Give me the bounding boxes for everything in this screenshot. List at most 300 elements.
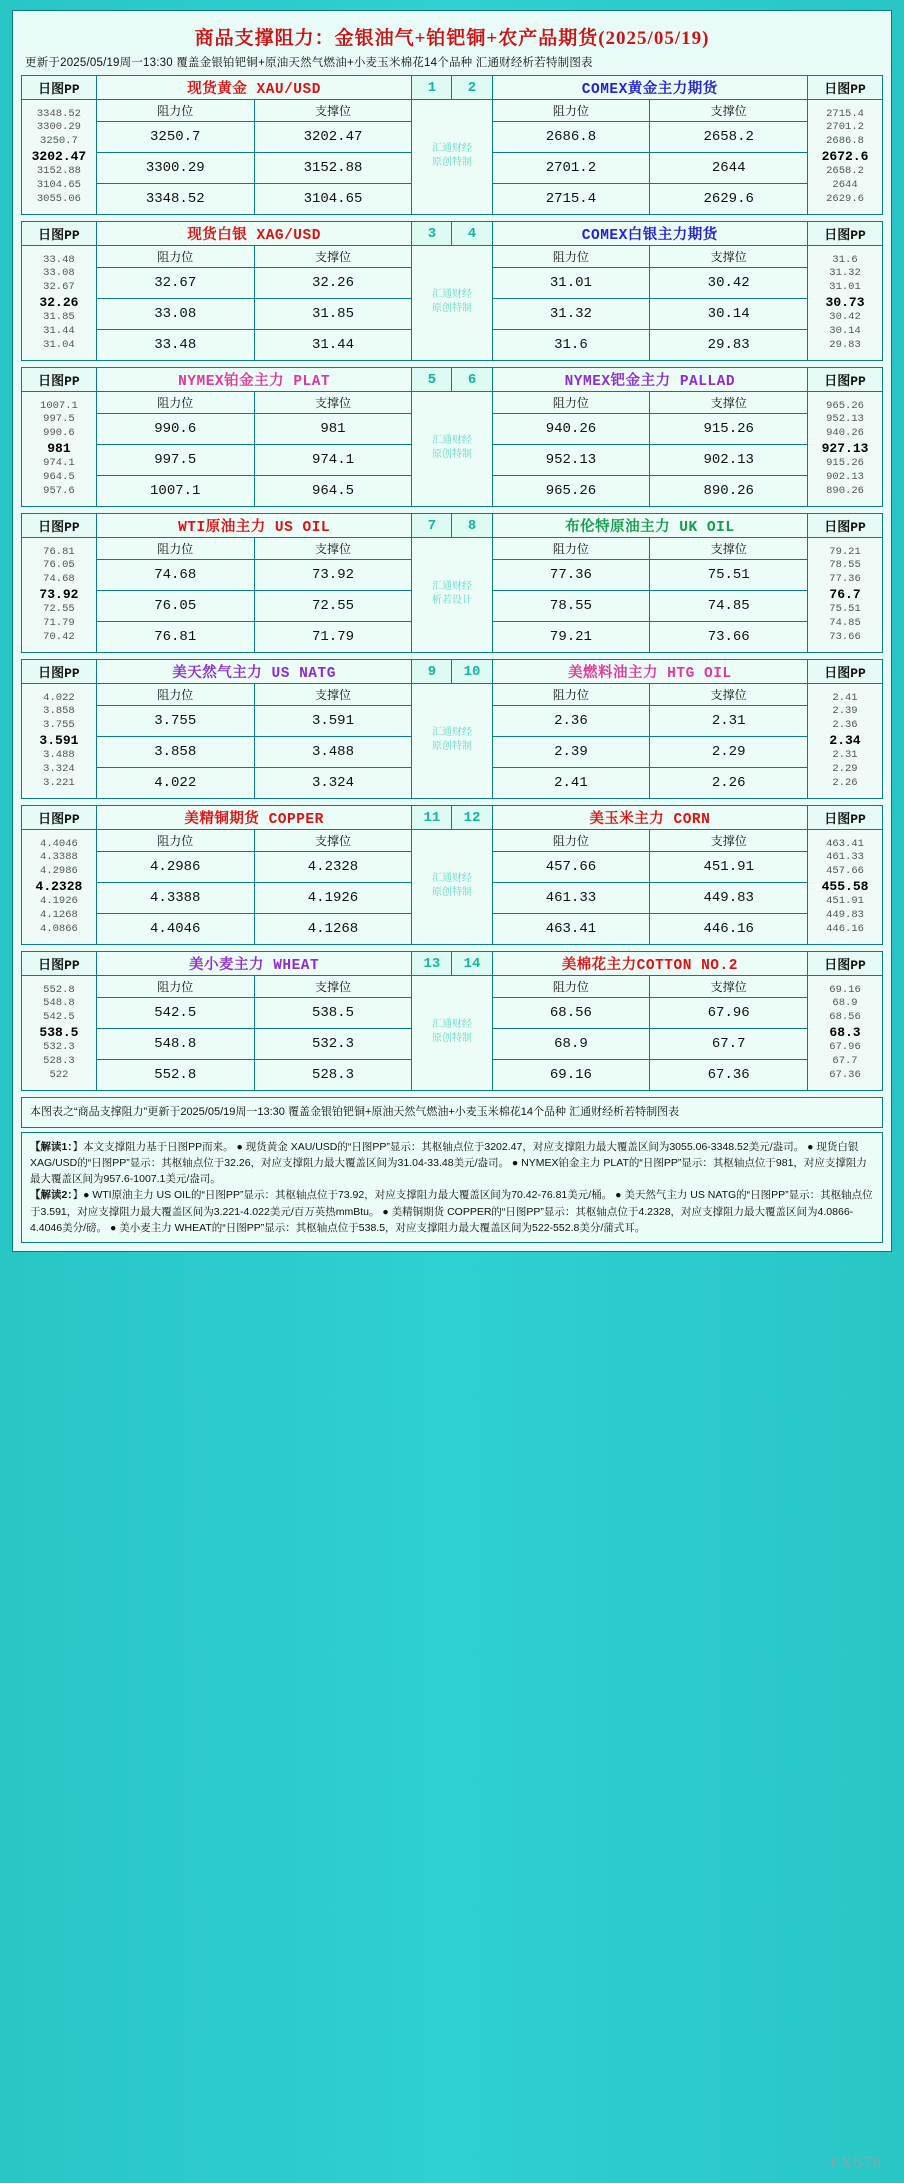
block-header-row bbox=[22, 660, 883, 684]
watermark-line-2: 原创特制 bbox=[431, 450, 472, 461]
support-value-left: 3.591 bbox=[254, 706, 412, 737]
support-value-right: 30.42 bbox=[650, 268, 808, 299]
support-label-right: 支撑位 bbox=[650, 976, 808, 998]
resistance-value-left: 4.022 bbox=[96, 768, 254, 799]
levels-column bbox=[808, 100, 883, 215]
block-subheader-row bbox=[22, 100, 883, 122]
level-value: 455.58 bbox=[821, 878, 869, 894]
level-value: 990.6 bbox=[43, 426, 75, 439]
level-value: 67.7 bbox=[832, 1055, 858, 1068]
level-value: 73.66 bbox=[829, 630, 861, 643]
pp-label-right: 日图PP bbox=[808, 76, 883, 100]
resistance-value-right: 965.26 bbox=[492, 476, 650, 507]
support-label-right: 支撑位 bbox=[650, 538, 808, 560]
pp-label-left: 日图PP bbox=[22, 76, 97, 100]
level-value: 32.67 bbox=[43, 280, 75, 293]
level-value: 3348.52 bbox=[36, 107, 81, 120]
support-value-right: 449.83 bbox=[650, 883, 808, 914]
support-value-left: 532.3 bbox=[254, 1029, 412, 1060]
watermark-line-2: 原创特制 bbox=[431, 158, 472, 169]
instrument-index-left: 11 bbox=[412, 806, 452, 830]
level-value: 31.44 bbox=[43, 325, 75, 338]
level-value: 2658.2 bbox=[826, 165, 864, 178]
support-value-right: 2644 bbox=[650, 153, 808, 184]
legend-2-title: 【解读2： bbox=[30, 1189, 73, 1202]
level-value: 461.33 bbox=[826, 851, 864, 864]
support-value-left: 974.1 bbox=[254, 445, 412, 476]
support-value-left: 73.92 bbox=[254, 560, 412, 591]
resistance-label-right: 阻力位 bbox=[492, 684, 650, 706]
legend-2-text: 】● WTI原油主力 US OIL的“日图PP”显示：其枢轴点位于73.92，对应支撑阻力最大覆盖区间为70.42-76.81美元/桶。 ● 美天然气主力 US NATG的“日图PP”显示：其枢轴点位于3.591，对应支撑阻力最大覆盖区间为3.221-4.022美元/百万英热mmBtu。 ● 美精铜期货 COPPER的“日图PP”显示：其枢轴点位于4.2328，对应支撑阻力最大覆盖区间为4.0866-4.4046美分/磅。 ● 美小麦主力 WHEAT的“日图PP”显示：其枢轴点位于538.5，对应支撑阻力最大覆盖区间为522-552.8美分/蒲式耳。 bbox=[30, 1189, 873, 1234]
level-value: 552.8 bbox=[43, 983, 75, 996]
level-value: 2629.6 bbox=[826, 192, 864, 205]
support-value-right: 30.14 bbox=[650, 299, 808, 330]
instrument-name-left: 美天然气主力 US NATG bbox=[96, 660, 412, 684]
block-header-row bbox=[22, 368, 883, 392]
level-value: 2686.8 bbox=[826, 134, 864, 147]
support-value-left: 31.44 bbox=[254, 330, 412, 361]
instrument-block bbox=[21, 805, 883, 945]
support-value-right: 2.26 bbox=[650, 768, 808, 799]
block-subheader-row bbox=[22, 246, 883, 268]
level-value: 31.04 bbox=[43, 338, 75, 351]
instrument-index-right: 10 bbox=[452, 660, 492, 684]
resistance-value-left: 3.858 bbox=[96, 737, 254, 768]
level-value: 2.34 bbox=[829, 732, 861, 748]
level-value: 997.5 bbox=[43, 413, 75, 426]
support-value-left: 3.324 bbox=[254, 768, 412, 799]
support-value-left: 31.85 bbox=[254, 299, 412, 330]
instrument-name-left: 现货黄金 XAU/USD bbox=[96, 76, 412, 100]
support-value-right: 29.83 bbox=[650, 330, 808, 361]
level-value: 3.324 bbox=[43, 763, 75, 776]
legend-paragraph-2 bbox=[30, 1187, 874, 1236]
support-label-left: 支撑位 bbox=[254, 246, 412, 268]
level-value: 2672.6 bbox=[821, 148, 869, 164]
instrument-name-left: 现货白银 XAG/USD bbox=[96, 222, 412, 246]
support-value-right: 73.66 bbox=[650, 622, 808, 653]
resistance-value-right: 463.41 bbox=[492, 914, 650, 945]
level-value: 30.14 bbox=[829, 325, 861, 338]
support-value-right: 902.13 bbox=[650, 445, 808, 476]
levels-column bbox=[22, 976, 97, 1091]
instrument-index-left: 3 bbox=[412, 222, 452, 246]
support-value-left: 528.3 bbox=[254, 1060, 412, 1091]
level-value: 73.92 bbox=[39, 586, 79, 602]
level-value: 449.83 bbox=[826, 909, 864, 922]
blocks-container bbox=[21, 75, 883, 1091]
resistance-value-right: 77.36 bbox=[492, 560, 650, 591]
level-value: 965.26 bbox=[826, 399, 864, 412]
support-label-left: 支撑位 bbox=[254, 392, 412, 414]
watermark-line-2: 原创特制 bbox=[431, 304, 472, 315]
watermark-line-2: 原创特制 bbox=[431, 888, 472, 899]
report-sheet bbox=[12, 10, 892, 1252]
block-subheader-row bbox=[22, 830, 883, 852]
level-value: 74.68 bbox=[43, 572, 75, 585]
level-value: 71.79 bbox=[43, 617, 75, 630]
levels-column bbox=[808, 684, 883, 799]
level-value: 75.51 bbox=[829, 603, 861, 616]
resistance-value-right: 68.56 bbox=[492, 998, 650, 1029]
level-value: 76.05 bbox=[43, 559, 75, 572]
resistance-label-left: 阻力位 bbox=[96, 830, 254, 852]
instrument-index-left: 5 bbox=[412, 368, 452, 392]
level-value: 32.26 bbox=[39, 294, 79, 310]
support-label-right: 支撑位 bbox=[650, 830, 808, 852]
resistance-value-right: 2686.8 bbox=[492, 122, 650, 153]
support-label-left: 支撑位 bbox=[254, 684, 412, 706]
resistance-value-left: 32.67 bbox=[96, 268, 254, 299]
instrument-index-right: 12 bbox=[452, 806, 492, 830]
block-subheader-row bbox=[22, 392, 883, 414]
resistance-value-left: 3250.7 bbox=[96, 122, 254, 153]
level-value: 31.85 bbox=[43, 311, 75, 324]
level-value: 31.6 bbox=[832, 253, 858, 266]
instrument-name-right: COMEX黄金主力期货 bbox=[492, 76, 808, 100]
pp-label-left: 日图PP bbox=[22, 952, 97, 976]
watermark-center bbox=[412, 538, 492, 653]
resistance-label-left: 阻力位 bbox=[96, 392, 254, 414]
resistance-label-right: 阻力位 bbox=[492, 538, 650, 560]
support-value-right: 67.96 bbox=[650, 998, 808, 1029]
level-value: 3055.06 bbox=[36, 192, 81, 205]
support-value-left: 3152.88 bbox=[254, 153, 412, 184]
support-value-left: 72.55 bbox=[254, 591, 412, 622]
levels-column bbox=[22, 830, 97, 945]
support-label-left: 支撑位 bbox=[254, 100, 412, 122]
support-label-left: 支撑位 bbox=[254, 538, 412, 560]
level-value: 528.3 bbox=[43, 1055, 75, 1068]
resistance-label-right: 阻力位 bbox=[492, 830, 650, 852]
resistance-value-left: 990.6 bbox=[96, 414, 254, 445]
watermark-line-1: 汇通财经 bbox=[431, 290, 472, 301]
resistance-value-left: 997.5 bbox=[96, 445, 254, 476]
level-value: 915.26 bbox=[826, 457, 864, 470]
level-value: 927.13 bbox=[821, 440, 869, 456]
resistance-value-left: 548.8 bbox=[96, 1029, 254, 1060]
resistance-value-right: 461.33 bbox=[492, 883, 650, 914]
watermark-line-1: 汇通财经 bbox=[431, 144, 472, 155]
level-value: 78.55 bbox=[829, 559, 861, 572]
resistance-value-right: 2.39 bbox=[492, 737, 650, 768]
support-value-right: 67.7 bbox=[650, 1029, 808, 1060]
resistance-label-left: 阻力位 bbox=[96, 976, 254, 998]
resistance-value-left: 3348.52 bbox=[96, 184, 254, 215]
support-label-right: 支撑位 bbox=[650, 684, 808, 706]
level-value: 957.6 bbox=[43, 484, 75, 497]
resistance-label-left: 阻力位 bbox=[96, 100, 254, 122]
block-subheader-row bbox=[22, 538, 883, 560]
level-value: 2701.2 bbox=[826, 121, 864, 134]
levels-column bbox=[22, 392, 97, 507]
level-value: 68.3 bbox=[829, 1024, 861, 1040]
support-value-right: 451.91 bbox=[650, 852, 808, 883]
instrument-name-left: WTI原油主力 US OIL bbox=[96, 514, 412, 538]
level-value: 463.41 bbox=[826, 837, 864, 850]
support-value-left: 3.488 bbox=[254, 737, 412, 768]
level-value: 2.31 bbox=[832, 749, 858, 762]
resistance-label-right: 阻力位 bbox=[492, 976, 650, 998]
level-value: 68.56 bbox=[829, 1010, 861, 1023]
support-label-left: 支撑位 bbox=[254, 976, 412, 998]
resistance-value-left: 4.4046 bbox=[96, 914, 254, 945]
instrument-index-right: 14 bbox=[452, 952, 492, 976]
level-value: 2.39 bbox=[832, 705, 858, 718]
support-value-right: 446.16 bbox=[650, 914, 808, 945]
pp-label-left: 日图PP bbox=[22, 222, 97, 246]
level-value: 3.221 bbox=[43, 776, 75, 789]
level-value: 451.91 bbox=[826, 895, 864, 908]
level-value: 3.488 bbox=[43, 749, 75, 762]
watermark-center bbox=[412, 246, 492, 361]
instrument-block bbox=[21, 659, 883, 799]
support-value-left: 4.2328 bbox=[254, 852, 412, 883]
support-value-left: 3104.65 bbox=[254, 184, 412, 215]
instrument-block bbox=[21, 367, 883, 507]
resistance-value-right: 2.41 bbox=[492, 768, 650, 799]
level-value: 4.0866 bbox=[40, 922, 78, 935]
level-value: 532.3 bbox=[43, 1041, 75, 1054]
support-value-left: 3202.47 bbox=[254, 122, 412, 153]
block-header-row bbox=[22, 222, 883, 246]
instrument-index-left: 7 bbox=[412, 514, 452, 538]
resistance-label-left: 阻力位 bbox=[96, 684, 254, 706]
block-header-row bbox=[22, 76, 883, 100]
level-value: 3152.88 bbox=[36, 165, 81, 178]
level-value: 4.1268 bbox=[40, 909, 78, 922]
levels-column bbox=[808, 392, 883, 507]
resistance-value-left: 3300.29 bbox=[96, 153, 254, 184]
level-value: 31.01 bbox=[829, 280, 861, 293]
watermark-line-1: 汇通财经 bbox=[431, 582, 472, 593]
block-header-row bbox=[22, 514, 883, 538]
level-value: 3202.47 bbox=[31, 148, 87, 164]
pp-label-left: 日图PP bbox=[22, 660, 97, 684]
level-value: 4.3388 bbox=[40, 851, 78, 864]
watermark-line-1: 汇通财经 bbox=[431, 728, 472, 739]
support-value-right: 67.36 bbox=[650, 1060, 808, 1091]
level-value: 33.08 bbox=[43, 267, 75, 280]
support-value-left: 71.79 bbox=[254, 622, 412, 653]
resistance-label-right: 阻力位 bbox=[492, 100, 650, 122]
watermark-line-1: 汇通财经 bbox=[431, 1020, 472, 1031]
level-value: 4.2986 bbox=[40, 864, 78, 877]
instrument-index-left: 13 bbox=[412, 952, 452, 976]
level-value: 67.96 bbox=[829, 1041, 861, 1054]
block-subheader-row bbox=[22, 684, 883, 706]
level-value: 952.13 bbox=[826, 413, 864, 426]
resistance-label-left: 阻力位 bbox=[96, 246, 254, 268]
levels-column bbox=[22, 684, 97, 799]
level-value: 67.36 bbox=[829, 1068, 861, 1081]
instrument-block bbox=[21, 221, 883, 361]
levels-column bbox=[22, 538, 97, 653]
support-value-left: 4.1926 bbox=[254, 883, 412, 914]
watermark-center bbox=[412, 684, 492, 799]
brand-watermark: FX678 bbox=[829, 2153, 882, 2172]
level-value: 3250.7 bbox=[40, 134, 78, 147]
level-value: 69.16 bbox=[829, 983, 861, 996]
resistance-value-right: 69.16 bbox=[492, 1060, 650, 1091]
support-label-left: 支撑位 bbox=[254, 830, 412, 852]
level-value: 981 bbox=[47, 440, 71, 456]
instrument-index-right: 8 bbox=[452, 514, 492, 538]
level-value: 542.5 bbox=[43, 1010, 75, 1023]
level-value: 74.85 bbox=[829, 617, 861, 630]
watermark-center bbox=[412, 392, 492, 507]
level-value: 964.5 bbox=[43, 471, 75, 484]
resistance-value-left: 4.2986 bbox=[96, 852, 254, 883]
instrument-name-right: 美燃料油主力 HTG OIL bbox=[492, 660, 808, 684]
level-value: 4.1926 bbox=[40, 895, 78, 908]
level-value: 522 bbox=[49, 1068, 69, 1081]
levels-column bbox=[22, 246, 97, 361]
level-value: 1007.1 bbox=[40, 399, 78, 412]
support-value-right: 890.26 bbox=[650, 476, 808, 507]
resistance-value-right: 2701.2 bbox=[492, 153, 650, 184]
resistance-value-left: 76.81 bbox=[96, 622, 254, 653]
level-value: 2.29 bbox=[832, 763, 858, 776]
watermark-line-1: 汇通财经 bbox=[431, 436, 472, 447]
level-value: 70.42 bbox=[43, 630, 75, 643]
resistance-label-right: 阻力位 bbox=[492, 392, 650, 414]
resistance-value-right: 78.55 bbox=[492, 591, 650, 622]
support-value-left: 538.5 bbox=[254, 998, 412, 1029]
instrument-block bbox=[21, 75, 883, 215]
watermark-line-2: 原创特制 bbox=[431, 1034, 472, 1045]
pp-label-left: 日图PP bbox=[22, 514, 97, 538]
instrument-index-left: 9 bbox=[412, 660, 452, 684]
support-value-right: 2629.6 bbox=[650, 184, 808, 215]
watermark-line-2: 原创特制 bbox=[431, 742, 472, 753]
level-value: 890.26 bbox=[826, 484, 864, 497]
resistance-value-right: 940.26 bbox=[492, 414, 650, 445]
resistance-value-left: 542.5 bbox=[96, 998, 254, 1029]
support-value-right: 74.85 bbox=[650, 591, 808, 622]
level-value: 3300.29 bbox=[36, 121, 81, 134]
resistance-value-left: 74.68 bbox=[96, 560, 254, 591]
support-label-right: 支撑位 bbox=[650, 392, 808, 414]
level-value: 29.83 bbox=[829, 338, 861, 351]
support-value-left: 32.26 bbox=[254, 268, 412, 299]
level-value: 2644 bbox=[832, 179, 858, 192]
pp-label-right: 日图PP bbox=[808, 514, 883, 538]
level-value: 2715.4 bbox=[826, 107, 864, 120]
instrument-name-left: 美精铜期货 COPPER bbox=[96, 806, 412, 830]
support-value-right: 915.26 bbox=[650, 414, 808, 445]
instrument-index-left: 1 bbox=[412, 76, 452, 100]
level-value: 2.26 bbox=[832, 776, 858, 789]
instrument-name-right: 布伦特原油主力 UK OIL bbox=[492, 514, 808, 538]
block-header-row bbox=[22, 952, 883, 976]
level-value: 2.36 bbox=[832, 718, 858, 731]
support-value-right: 2.29 bbox=[650, 737, 808, 768]
level-value: 4.022 bbox=[43, 691, 75, 704]
resistance-value-right: 68.9 bbox=[492, 1029, 650, 1060]
level-value: 3.755 bbox=[43, 718, 75, 731]
resistance-value-left: 4.3388 bbox=[96, 883, 254, 914]
watermark-center bbox=[412, 830, 492, 945]
instrument-block bbox=[21, 513, 883, 653]
support-value-right: 2.31 bbox=[650, 706, 808, 737]
resistance-value-left: 3.755 bbox=[96, 706, 254, 737]
instrument-index-right: 2 bbox=[452, 76, 492, 100]
instrument-index-right: 6 bbox=[452, 368, 492, 392]
level-value: 3.591 bbox=[39, 732, 79, 748]
support-value-left: 981 bbox=[254, 414, 412, 445]
level-value: 31.32 bbox=[829, 267, 861, 280]
resistance-value-right: 2.36 bbox=[492, 706, 650, 737]
pp-label-right: 日图PP bbox=[808, 660, 883, 684]
resistance-value-left: 1007.1 bbox=[96, 476, 254, 507]
resistance-value-right: 79.21 bbox=[492, 622, 650, 653]
instrument-name-right: NYMEX钯金主力 PALLAD bbox=[492, 368, 808, 392]
level-value: 33.48 bbox=[43, 253, 75, 266]
level-value: 2.41 bbox=[832, 691, 858, 704]
pp-label-right: 日图PP bbox=[808, 368, 883, 392]
level-value: 30.73 bbox=[825, 294, 865, 310]
level-value: 79.21 bbox=[829, 545, 861, 558]
level-value: 457.66 bbox=[826, 864, 864, 877]
level-value: 902.13 bbox=[826, 471, 864, 484]
levels-column bbox=[808, 538, 883, 653]
instrument-name-left: 美小麦主力 WHEAT bbox=[96, 952, 412, 976]
resistance-value-right: 31.01 bbox=[492, 268, 650, 299]
resistance-label-left: 阻力位 bbox=[96, 538, 254, 560]
level-value: 548.8 bbox=[43, 997, 75, 1010]
pp-label-right: 日图PP bbox=[808, 952, 883, 976]
resistance-label-right: 阻力位 bbox=[492, 246, 650, 268]
resistance-value-left: 33.48 bbox=[96, 330, 254, 361]
page-title: 商品支撑阻力：金银油气+铂钯铜+农产品期货(2025/05/19) bbox=[194, 28, 710, 49]
watermark-center bbox=[412, 100, 492, 215]
resistance-value-left: 552.8 bbox=[96, 1060, 254, 1091]
instrument-name-right: 美棉花主力COTTON NO.2 bbox=[492, 952, 808, 976]
resistance-value-right: 31.32 bbox=[492, 299, 650, 330]
instrument-name-left: NYMEX铂金主力 PLAT bbox=[96, 368, 412, 392]
watermark-line-1: 汇通财经 bbox=[431, 874, 472, 885]
level-value: 940.26 bbox=[826, 426, 864, 439]
levels-column bbox=[808, 830, 883, 945]
resistance-value-left: 33.08 bbox=[96, 299, 254, 330]
support-value-right: 2658.2 bbox=[650, 122, 808, 153]
legend-1-text: 】本文支撑阻力基于日图PP而来。 ● 现货黄金 XAU/USD的“日图PP”显示：其枢轴点位于3202.47，对应支撑阻力最大覆盖区间为3055.06-3348.52美元/盎司。 ● 现货白银 XAG/USD的“日图PP”显示：其枢轴点位于32.26，对应支撑阻力最大覆盖区间为31.04-33.48美元/盎司。 ● NYMEX铂金主力 PLAT的“日图PP”显示：其枢轴点位于981，对应支撑阻力最大覆盖区间为957.6-1007.1美元/盎司。 bbox=[30, 1140, 867, 1186]
instrument-index-right: 4 bbox=[452, 222, 492, 246]
watermark-center bbox=[412, 976, 492, 1091]
page-subtitle: 更新于2025/05/19周一13:30 覆盖金银铂钯铜+原油天然气燃油+小麦玉米棉花14个品种 汇通财经析若特制图表 bbox=[25, 57, 593, 69]
level-value: 72.55 bbox=[43, 603, 75, 616]
levels-column bbox=[808, 246, 883, 361]
instrument-name-right: 美玉米主力 CORN bbox=[492, 806, 808, 830]
legend-1-title: 【解读1： bbox=[30, 1140, 73, 1153]
support-value-right: 75.51 bbox=[650, 560, 808, 591]
level-value: 446.16 bbox=[826, 922, 864, 935]
level-value: 76.7 bbox=[829, 586, 861, 602]
resistance-value-left: 76.05 bbox=[96, 591, 254, 622]
watermark-line-2: 析若设计 bbox=[431, 596, 472, 607]
footer-note: 本图表之“商品支撑阻力”更新于2025/05/19周一13:30 覆盖金银铂钯铜+原油天然气燃油+小麦玉米棉花14个品种 汇通财经析若特制图表 bbox=[21, 1097, 883, 1128]
level-value: 4.2328 bbox=[35, 878, 83, 894]
pp-label-right: 日图PP bbox=[808, 806, 883, 830]
level-value: 3104.65 bbox=[36, 179, 81, 192]
instrument-name-right: COMEX白银主力期货 bbox=[492, 222, 808, 246]
resistance-value-right: 952.13 bbox=[492, 445, 650, 476]
pp-label-left: 日图PP bbox=[22, 806, 97, 830]
level-value: 68.9 bbox=[832, 997, 858, 1010]
resistance-value-right: 31.6 bbox=[492, 330, 650, 361]
levels-column bbox=[22, 100, 97, 215]
